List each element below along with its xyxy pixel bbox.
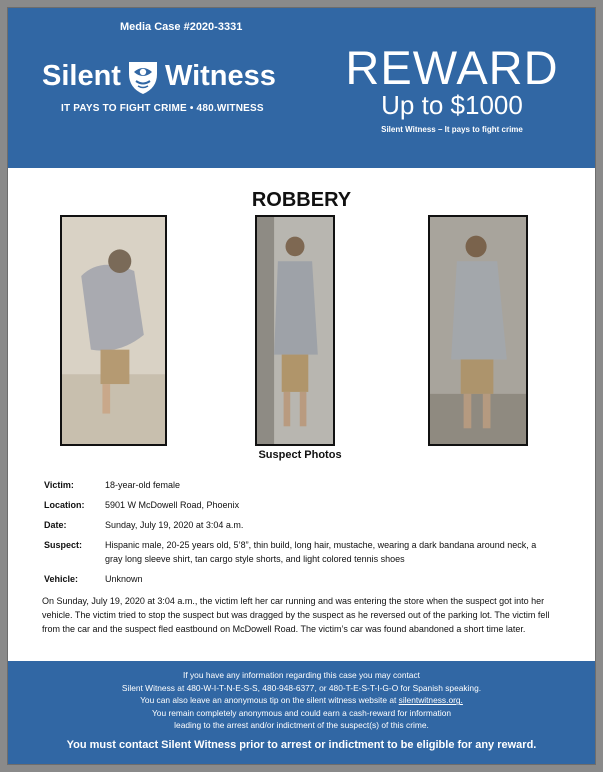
reward-subtitle: Silent Witness – It pays to fight crime [381,125,523,134]
reward-amount: Up to $1000 [381,90,523,120]
suspect-photo-1 [60,215,167,446]
footer-line-3-text: You can also leave an anonymous tip on the silent witness website at [140,695,399,706]
detail-vehicle [44,572,545,586]
footer-disclaimer: You must contact Silent Witness prior to arrest or indictment to be eligible for any reward. [66,738,537,751]
crime-title: ROBBERY [251,189,352,211]
detail-value: 5901 W McDowell Road, Phoenix [105,500,240,510]
header-banner [8,8,595,168]
detail-label: Date: [44,520,67,530]
logo-word-witness: Witness [164,59,276,92]
detail-label: Vehicle: [44,574,79,584]
website-link[interactable]: silentwitness.org. [398,695,463,706]
photos-caption: Suspect Photos [258,449,342,461]
tagline: IT PAYS TO FIGHT CRIME • 480.WITNESS [61,103,264,114]
case-narrative: On Sunday, July 19, 2020 at 3:04 a.m., the victim left her car running and was entering the store when the suspect got into her vehicle. The victim tried to stop the suspect but was dragged by the suspect as he reversed out of the parking lot. The victim fell from the car and the suspect fled eastbound on McDowell Road. The victim’s car was found abandoned a short time later. [42,596,550,634]
detail-date [44,518,545,532]
eye-shield-logo-icon [126,56,160,96]
footer-line-3 [8,694,595,707]
reward-heading: REWARD [345,41,559,94]
footer-line-4: You remain completely anonymous and could earn a cash-reward for information [151,707,452,718]
detail-location [44,498,545,512]
footer-line-1: If you have any information regarding this case you may contact [183,670,420,680]
detail-value: Sunday, July 19, 2020 at 3:04 a.m. [105,520,244,530]
logo-word-silent: Silent [42,59,121,92]
silent-witness-logo [42,56,276,96]
media-case-number: Media Case #2020-3331 [120,21,243,33]
detail-value: 18-year-old female [105,480,181,490]
footer-line-2: Silent Witness at 480-W-I-T-N-E-S-S, 480-948-6377, or 480-T-E-S-T-I-G-O for Spanish speaking. [121,682,482,693]
case-details [44,478,545,592]
detail-label: Victim: [44,480,74,490]
detail-value: Hispanic male, 20-25 years old, 5’8”, thin build, long hair, mustache, wearing a dark bandana around neck, a gray long sleeve shirt, tan cargo style shorts, and light colored tennis shoes [105,540,537,564]
suspect-photo-2 [255,215,335,446]
detail-label: Location: [44,500,85,510]
suspect-photo-3 [428,215,528,446]
detail-suspect [44,538,545,566]
footer-banner [8,661,595,764]
detail-label: Suspect: [44,540,83,550]
footer-line-5: leading to the arrest and/or indictment of the suspect(s) of this crime. [174,720,429,731]
detail-victim [44,478,545,492]
detail-value: Unknown [105,574,143,584]
flyer-page [7,7,596,765]
